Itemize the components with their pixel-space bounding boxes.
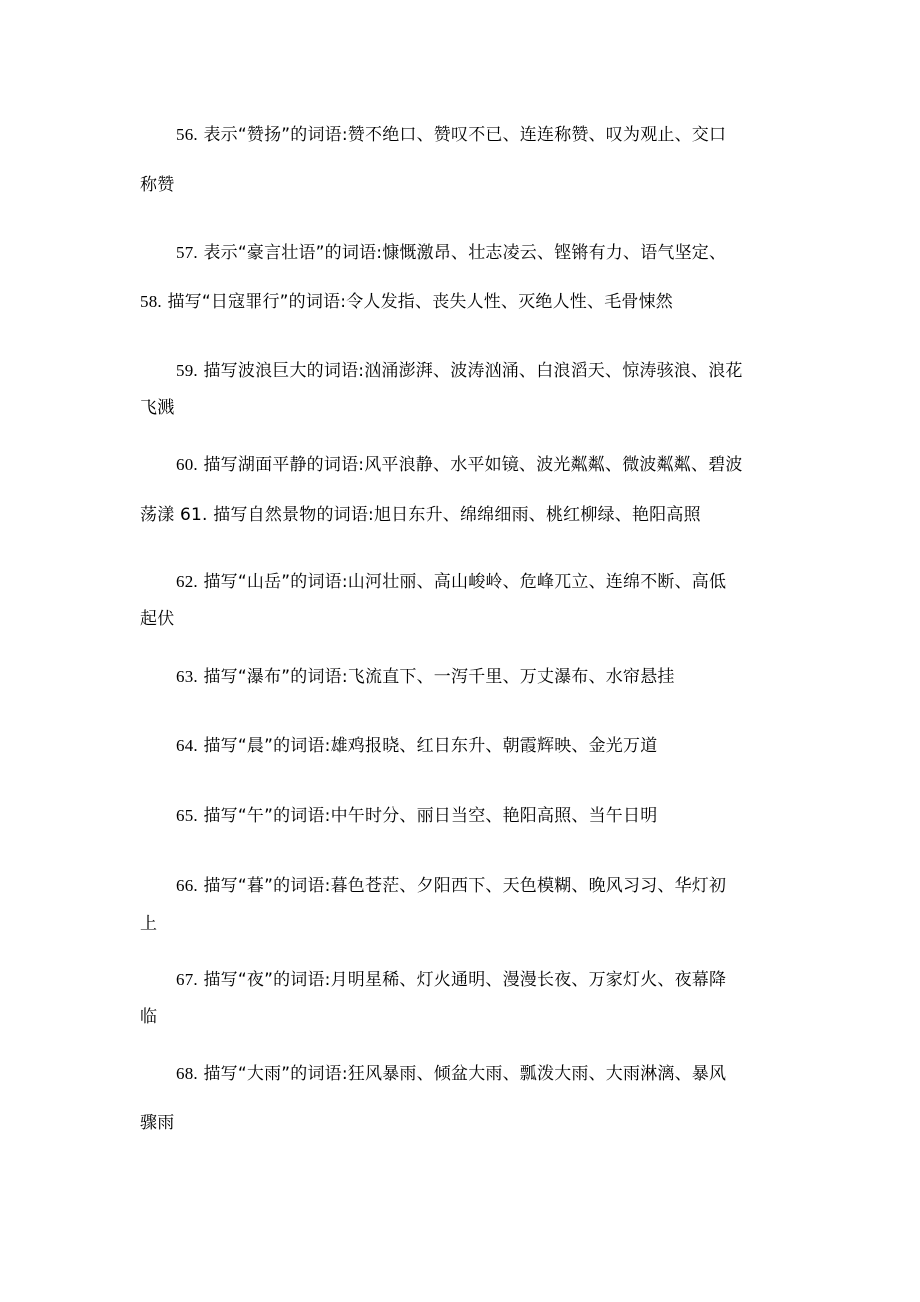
entry-text: 描写“瀑布”的词语:飞流直下、一泻千里、万丈瀑布、水帘悬挂	[203, 667, 675, 687]
entry-60-line2	[140, 503, 770, 527]
entry-58-line	[140, 290, 770, 314]
entry-text-continuation: 荡漾 61. 描写自然景物的词语:旭日东升、绵绵细雨、桃红柳绿、艳阳高照	[140, 505, 701, 525]
entry-text: 表示“豪言壮语”的词语:慷慨激昂、壮志凌云、铿锵有力、语气坚定、	[203, 243, 727, 263]
entry-text-continuation: 上	[140, 914, 158, 934]
entry-66-line2	[140, 912, 770, 936]
entry-56-line2	[140, 173, 770, 197]
entry-59-line1	[176, 359, 770, 383]
entry-text: 描写湖面平静的词语:风平浪静、水平如镜、波光粼粼、微波粼粼、碧波	[203, 455, 743, 475]
entry-text-continuation: 骤雨	[140, 1113, 175, 1133]
entry-text-continuation: 称赞	[140, 175, 175, 195]
entry-67-line2	[140, 1005, 770, 1029]
entry-text-continuation: 飞溅	[140, 398, 175, 418]
entry-text-continuation: 起伏	[140, 609, 175, 629]
entry-number: 63.	[176, 667, 198, 686]
entry-68-line2	[140, 1111, 770, 1135]
entry-text: 描写“夜”的词语:月明星稀、灯火通明、漫漫长夜、万家灯火、夜幕降	[203, 970, 727, 990]
entry-62-line1	[176, 570, 770, 594]
entry-63-line1	[176, 665, 770, 689]
entry-text: 描写“日寇罪行”的词语:令人发指、丧失人性、灭绝人性、毛骨悚然	[167, 292, 674, 312]
entry-number: 59.	[176, 361, 198, 380]
entry-66-line1	[176, 874, 770, 898]
entry-59-line2	[140, 396, 770, 420]
entry-number: 67.	[176, 970, 198, 989]
entry-text: 描写“晨”的词语:雄鸡报晓、红日东升、朝霞辉映、金光万道	[203, 736, 658, 756]
entry-67-line1	[176, 968, 770, 992]
entry-64-line1	[176, 734, 770, 758]
entry-number: 62.	[176, 572, 198, 591]
entry-text: 描写“山岳”的词语:山河壮丽、高山峻岭、危峰兀立、连绵不断、高低	[203, 572, 727, 592]
entry-number: 58.	[140, 292, 162, 311]
entry-number: 68.	[176, 1064, 198, 1083]
entry-text: 描写波浪巨大的词语:汹涌澎湃、波涛汹涌、白浪滔天、惊涛骇浪、浪花	[203, 361, 743, 381]
entry-text: 描写“午”的词语:中午时分、丽日当空、艳阳高照、当午日明	[203, 806, 658, 826]
entry-68-line1	[176, 1062, 770, 1086]
entry-56-line1	[176, 123, 770, 147]
entry-60-line1	[176, 453, 770, 477]
entry-text-continuation: 临	[140, 1007, 158, 1027]
entry-number: 66.	[176, 876, 198, 895]
entry-65-line1	[176, 804, 770, 828]
entry-57-line1	[176, 241, 770, 265]
entry-text: 表示“赞扬”的词语:赞不绝口、赞叹不已、连连称赞、叹为观止、交口	[203, 125, 727, 145]
entry-number: 64.	[176, 736, 198, 755]
entry-62-line2	[140, 607, 770, 631]
entry-text: 描写“暮”的词语:暮色苍茫、夕阳西下、天色模糊、晚风习习、华灯初	[203, 876, 727, 896]
entry-number: 65.	[176, 806, 198, 825]
entry-text: 描写“大雨”的词语:狂风暴雨、倾盆大雨、瓢泼大雨、大雨淋漓、暴风	[203, 1064, 727, 1084]
entry-number: 56.	[176, 125, 198, 144]
entry-number: 60.	[176, 455, 198, 474]
entry-number: 57.	[176, 243, 198, 262]
